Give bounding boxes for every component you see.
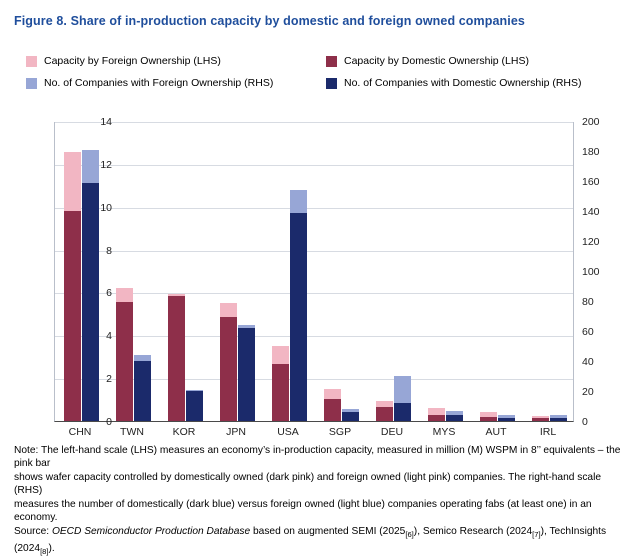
y-axis-right-tick-label: 140 — [582, 206, 600, 218]
bar-capacity-foreign — [428, 408, 445, 414]
bar-companies-foreign — [550, 415, 567, 418]
x-axis-tick-label: TWN — [120, 426, 144, 438]
legend-swatch-capacity-foreign — [26, 56, 37, 67]
source-prefix: Source: — [14, 526, 52, 538]
x-axis-tick-label: JPN — [226, 426, 246, 438]
bar-companies-foreign — [290, 190, 307, 213]
bar-capacity-domestic — [324, 399, 341, 422]
figure-notes — [14, 444, 628, 558]
y-axis-right-tick-label: 160 — [582, 176, 600, 188]
source-ref-2: [7] — [532, 530, 541, 540]
bar-companies-foreign — [446, 411, 463, 416]
bar-capacity-foreign — [532, 416, 549, 418]
bar-companies-domestic — [186, 391, 203, 421]
legend-label-companies-domestic: No. of Companies with Domestic Ownership (RHS) — [344, 77, 582, 89]
gridline — [55, 122, 573, 123]
chart-legend — [26, 50, 626, 94]
bar-capacity-foreign — [220, 303, 237, 317]
note-line-1: Note: The left-hand scale (LHS) measures an economy’s in-production capacity, measured in million (M) WSPM in 8’’ equivalents – the pink bar — [14, 445, 621, 470]
bar-capacity-domestic — [64, 211, 81, 421]
chart-axes — [54, 122, 574, 422]
bar-companies-foreign — [394, 376, 411, 403]
y-axis-left-tick-label: 12 — [100, 158, 112, 171]
note-line-3: measures the number of domestically (dark blue) versus foreign owned (light blue) companies operating fabs (at least one) in an economy. — [14, 498, 592, 524]
note-line-2: shows wafer capacity controlled by domestically owned (dark pink) and foreign owned (light pink) companies. The right-hand scale (RHS) — [14, 471, 602, 497]
page-title: Figure 8. Share of in-production capacity by domestic and foreign owned companies — [14, 14, 525, 28]
bar-companies-domestic — [342, 412, 359, 421]
x-axis-tick-label: USA — [277, 426, 299, 438]
legend-item-companies-foreign — [26, 77, 326, 89]
y-axis-right-tick-label: 40 — [582, 356, 594, 368]
bar-companies-domestic — [290, 213, 307, 422]
bar-capacity-domestic — [168, 296, 185, 421]
y-axis-right-tick-label: 120 — [582, 236, 600, 248]
y-axis-right-tick-label: 180 — [582, 146, 600, 158]
bar-companies-domestic — [498, 418, 515, 421]
legend-label-capacity-foreign: Capacity by Foreign Ownership (LHS) — [44, 55, 221, 67]
bar-companies-foreign — [186, 390, 203, 392]
gridline — [55, 208, 573, 209]
bar-companies-domestic — [550, 418, 567, 421]
bar-companies-foreign — [342, 409, 359, 412]
chart-plot-area — [0, 110, 640, 440]
bar-companies-foreign — [134, 355, 151, 361]
legend-swatch-capacity-domestic — [326, 56, 337, 67]
gridline — [55, 165, 573, 166]
legend-item-capacity-foreign — [26, 55, 326, 67]
bar-capacity-domestic — [116, 302, 133, 421]
bar-companies-domestic — [82, 183, 99, 422]
legend-swatch-companies-domestic — [326, 78, 337, 89]
y-axis-left-tick-label: 6 — [106, 287, 112, 300]
bar-capacity-foreign — [480, 412, 497, 416]
x-axis-tick-label: IRL — [539, 426, 557, 438]
bar-capacity-foreign — [116, 288, 133, 302]
x-axis-tick-label: AUT — [485, 426, 507, 438]
bar-capacity-domestic — [428, 415, 445, 421]
legend-label-capacity-domestic: Capacity by Domestic Ownership (LHS) — [344, 55, 529, 67]
bar-capacity-foreign — [272, 346, 289, 364]
bar-companies-domestic — [394, 403, 411, 421]
bar-companies-foreign — [498, 415, 515, 418]
bar-companies-domestic — [238, 328, 255, 421]
gridline — [55, 251, 573, 252]
gridline — [55, 336, 573, 337]
bar-capacity-domestic — [272, 364, 289, 421]
y-axis-right-tick-label: 0 — [582, 416, 588, 428]
y-axis-right-tick-label: 60 — [582, 326, 594, 338]
source-mid-2: ), Semico Research (2024 — [413, 526, 533, 538]
y-axis-right-tick-label: 100 — [582, 266, 600, 278]
y-axis-right-tick-label: 20 — [582, 386, 594, 398]
y-axis-left-tick-label: 4 — [106, 330, 112, 343]
source-ref-1: [6] — [405, 530, 414, 540]
source-database-name: OECD Semiconductor Production Database — [51, 526, 251, 538]
bar-companies-foreign — [238, 325, 255, 328]
x-axis-tick-label: MYS — [432, 426, 456, 438]
x-axis-tick-label: CHN — [68, 426, 92, 438]
legend-item-companies-domestic — [326, 77, 582, 89]
bar-capacity-domestic — [220, 317, 237, 421]
source-mid-3: ), TechInsights (2024 — [14, 526, 607, 554]
bar-companies-domestic — [134, 361, 151, 421]
legend-swatch-companies-foreign — [26, 78, 37, 89]
source-ref-3: [8] — [40, 546, 49, 556]
y-axis-left-tick-label: 0 — [106, 416, 112, 428]
y-axis-left-tick-label: 8 — [106, 244, 112, 257]
bar-capacity-foreign — [324, 389, 341, 399]
gridline — [55, 293, 573, 294]
legend-item-capacity-domestic — [326, 55, 529, 67]
source-end: ). — [48, 542, 55, 554]
bar-capacity-domestic — [480, 417, 497, 421]
y-axis-right-tick-label: 80 — [582, 296, 594, 308]
bar-capacity-foreign — [376, 401, 393, 407]
legend-row-2 — [26, 72, 626, 94]
y-axis-left-tick-label: 2 — [106, 373, 112, 386]
bar-capacity-domestic — [376, 407, 393, 421]
legend-row-1 — [26, 50, 626, 72]
bar-capacity-domestic — [532, 418, 549, 421]
note-source — [14, 525, 628, 558]
y-axis-left-tick-label: 10 — [100, 201, 112, 214]
y-axis-right-tick-label: 200 — [582, 116, 600, 128]
x-axis-tick-label: KOR — [172, 426, 196, 438]
bar-companies-domestic — [446, 415, 463, 421]
x-axis-tick-label: DEU — [380, 426, 404, 438]
source-mid-1: based on augmented SEMI (2025 — [250, 526, 406, 538]
y-axis-left-tick-label: 14 — [100, 116, 112, 128]
legend-label-companies-foreign: No. of Companies with Foreign Ownership (RHS) — [44, 77, 274, 89]
bar-capacity-foreign — [168, 294, 185, 296]
x-axis-tick-label: SGP — [328, 426, 352, 438]
